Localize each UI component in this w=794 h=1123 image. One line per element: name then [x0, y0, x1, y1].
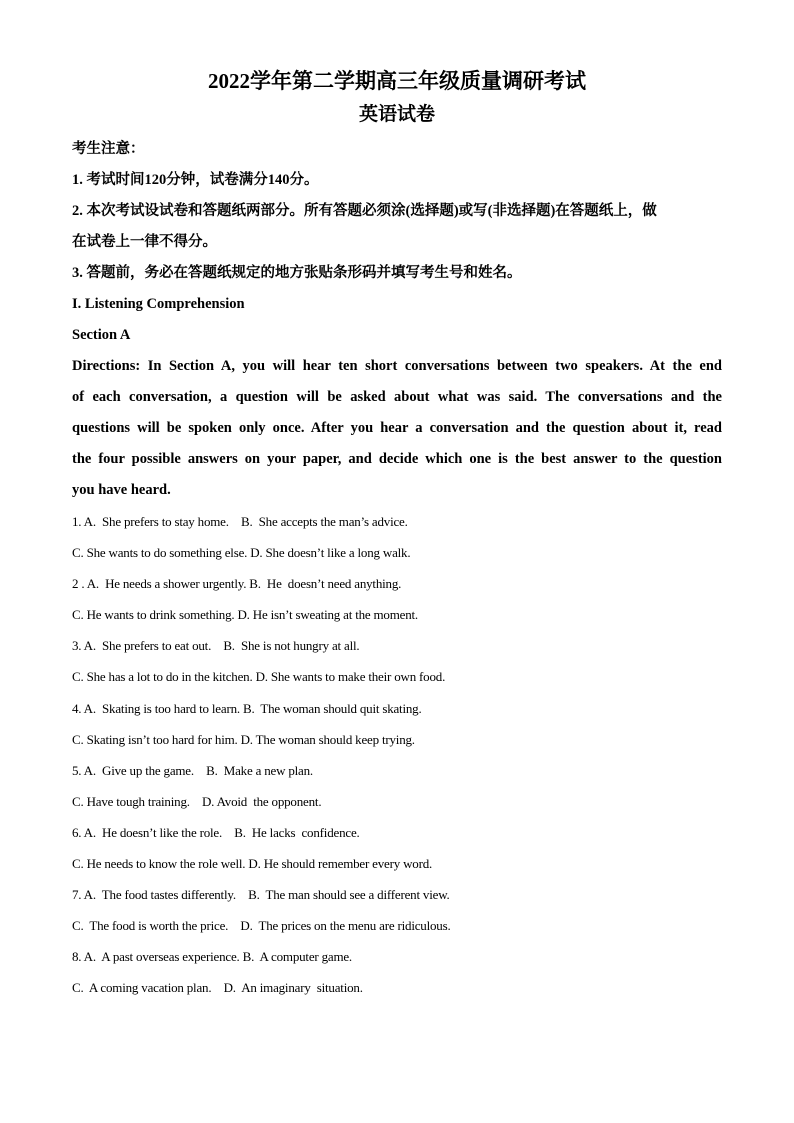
directions-line: of each conversation, a question will be asked about what was said. The conversations and the: [72, 389, 722, 405]
directions-line: questions will be spoken only once. After you hear a conversation and the question about it, read: [72, 420, 722, 436]
note-item-2-line-2: 在试卷上一律不得分。: [72, 234, 217, 250]
note-item-2-line-1: 2. 本次考试设试卷和答题纸两部分。所有答题必须涂(选择题)或写(非选择题)在答题纸上，做: [72, 203, 657, 219]
question-list: [72, 506, 722, 1004]
exam-title: 2022学年第二学期高三年级质量调研考试: [208, 69, 586, 93]
question-line: C. He needs to know the role well. D. He should remember every word.: [72, 856, 433, 872]
question-line: C. Have tough training. D. Avoid the opponent.: [72, 793, 322, 809]
notes-label: 考生注意：: [72, 141, 145, 157]
directions-line: Directions: In Section A, you will hear ten short conversations between two speakers. At the end: [72, 358, 722, 374]
directions-line: the four possible answers on your paper, and decide which one is the best answer to the question: [72, 451, 722, 467]
directions: [72, 351, 722, 506]
question-line: C. A coming vacation plan. D. An imaginary situation.: [72, 980, 363, 996]
note-item-1: 1. 考试时间120分钟，试卷满分140分。: [72, 172, 319, 188]
question-line: 5. A. Give up the game. B. Make a new plan.: [72, 762, 313, 778]
question-line: C. Skating isn’t too hard for him. D. The woman should keep trying.: [72, 731, 415, 747]
question-line: 6. A. He doesn’t like the role. B. He lacks confidence.: [72, 824, 360, 840]
question-line: 8. A. A past overseas experience. B. A computer game.: [72, 949, 352, 965]
note-item-3: 3. 答题前，务必在答题纸规定的地方张贴条形码并填写考生号和姓名。: [72, 265, 522, 281]
question-line: C. She wants to do something else. D. She doesn’t like a long walk.: [72, 545, 411, 561]
section-heading: Section A: [72, 327, 131, 343]
question-line: C. He wants to drink something. D. He isn’t sweating at the moment.: [72, 607, 418, 623]
question-line: 4. A. Skating is too hard to learn. B. The woman should quit skating.: [72, 700, 422, 716]
question-line: C. The food is worth the price. D. The prices on the menu are ridiculous.: [72, 918, 451, 934]
exam-page: [72, 66, 722, 1004]
question-line: 1. A. She prefers to stay home. B. She accepts the man’s advice.: [72, 514, 408, 529]
question-line: 7. A. The food tastes differently. B. The man should see a different view.: [72, 887, 450, 903]
part-heading: I. Listening Comprehension: [72, 296, 245, 312]
question-line: C. She has a lot to do in the kitchen. D. She wants to make their own food.: [72, 669, 446, 685]
question-line: 3. A. She prefers to eat out. B. She is not hungry at all.: [72, 638, 360, 654]
directions-line: you have heard.: [72, 482, 171, 498]
exam-subtitle: 英语试卷: [358, 104, 435, 125]
question-line: 2 . A. He needs a shower urgently. B. He doesn’t need anything.: [72, 576, 402, 592]
